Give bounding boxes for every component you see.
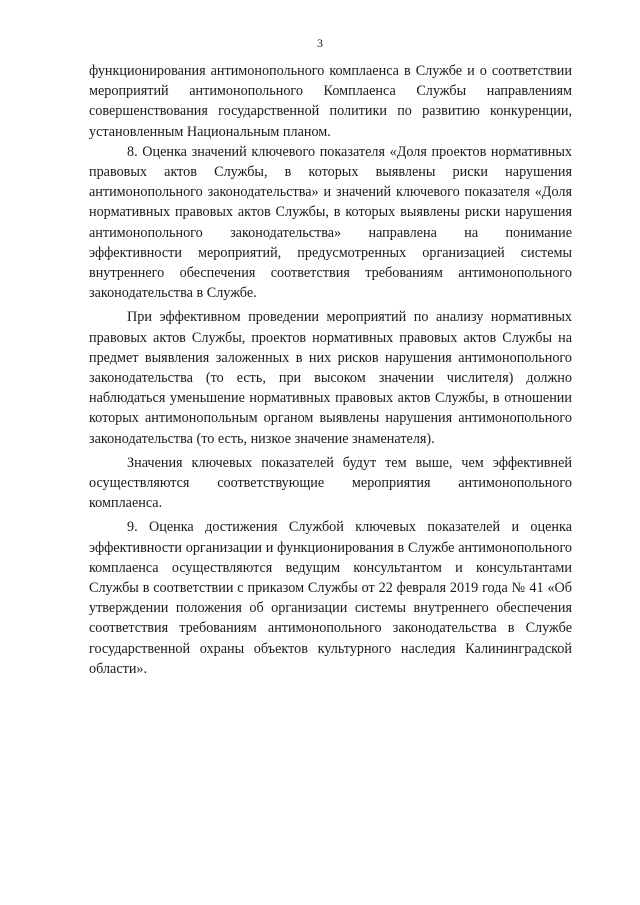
paragraph-item-9: 9. Оценка достижения Службой ключевых показателей и оценка эффективности организации и функционирования в Службе антимонопольного комплаенса осуществляются ведущим консультантом и консультантами Службы в соответствии с приказом Службы от 22 февраля 2019 года № 41 «Об утверждении положения об организации системы внутреннего обеспечения соответствия требованиям антимонопольного законодательства в Службе государственной охраны объектов культурного наследия Калининградской области». [89,519,572,677]
paragraph-key-indicators: Значения ключевых показателей будут тем выше, чем эффективней осуществляются соответствующие мероприятия антимонопольного комплаенса. [89,454,572,512]
page-number: 3 [317,36,323,50]
paragraph-effectiveness: При эффективном проведении мероприятий по анализу нормативных правовых актов Службы, проектов нормативных правовых актов Службы на предмет выявления заложенных в них рисков нарушения антимонопольного законодательства (то есть, при высоком значении числителя) должно наблюдаться уменьшение нормативных правовых актов Службы, в отношении которых антимонопольным органом выявлены нарушения антимонопольного законодательства (то есть, низкое значение знаменателя). [89,309,572,447]
paragraph-item-8: 8. Оценка значений ключевого показателя «Доля проектов нормативных правовых актов Службы, в которых выявлены риски нарушения антимонопольного законодательства» и значений ключевого показателя «Доля нормативных правовых актов Службы, в которых выявлены риски нарушения антимонопольного законодательства» направлена на понимание эффективности мероприятий, предусмотренных организацией системы внутреннего обеспечения соответствия требованиям антимонопольного законодательства в Службе. [89,143,572,302]
document-body [89,61,572,679]
paragraph-continuation: функционирования антимонопольного комплаенса в Службе и о соответствии мероприятий антимонопольного Комплаенса Службы направлениям совершенствования государственной политики по развитию конкуренции, установленным Национальным планом. [89,63,572,140]
